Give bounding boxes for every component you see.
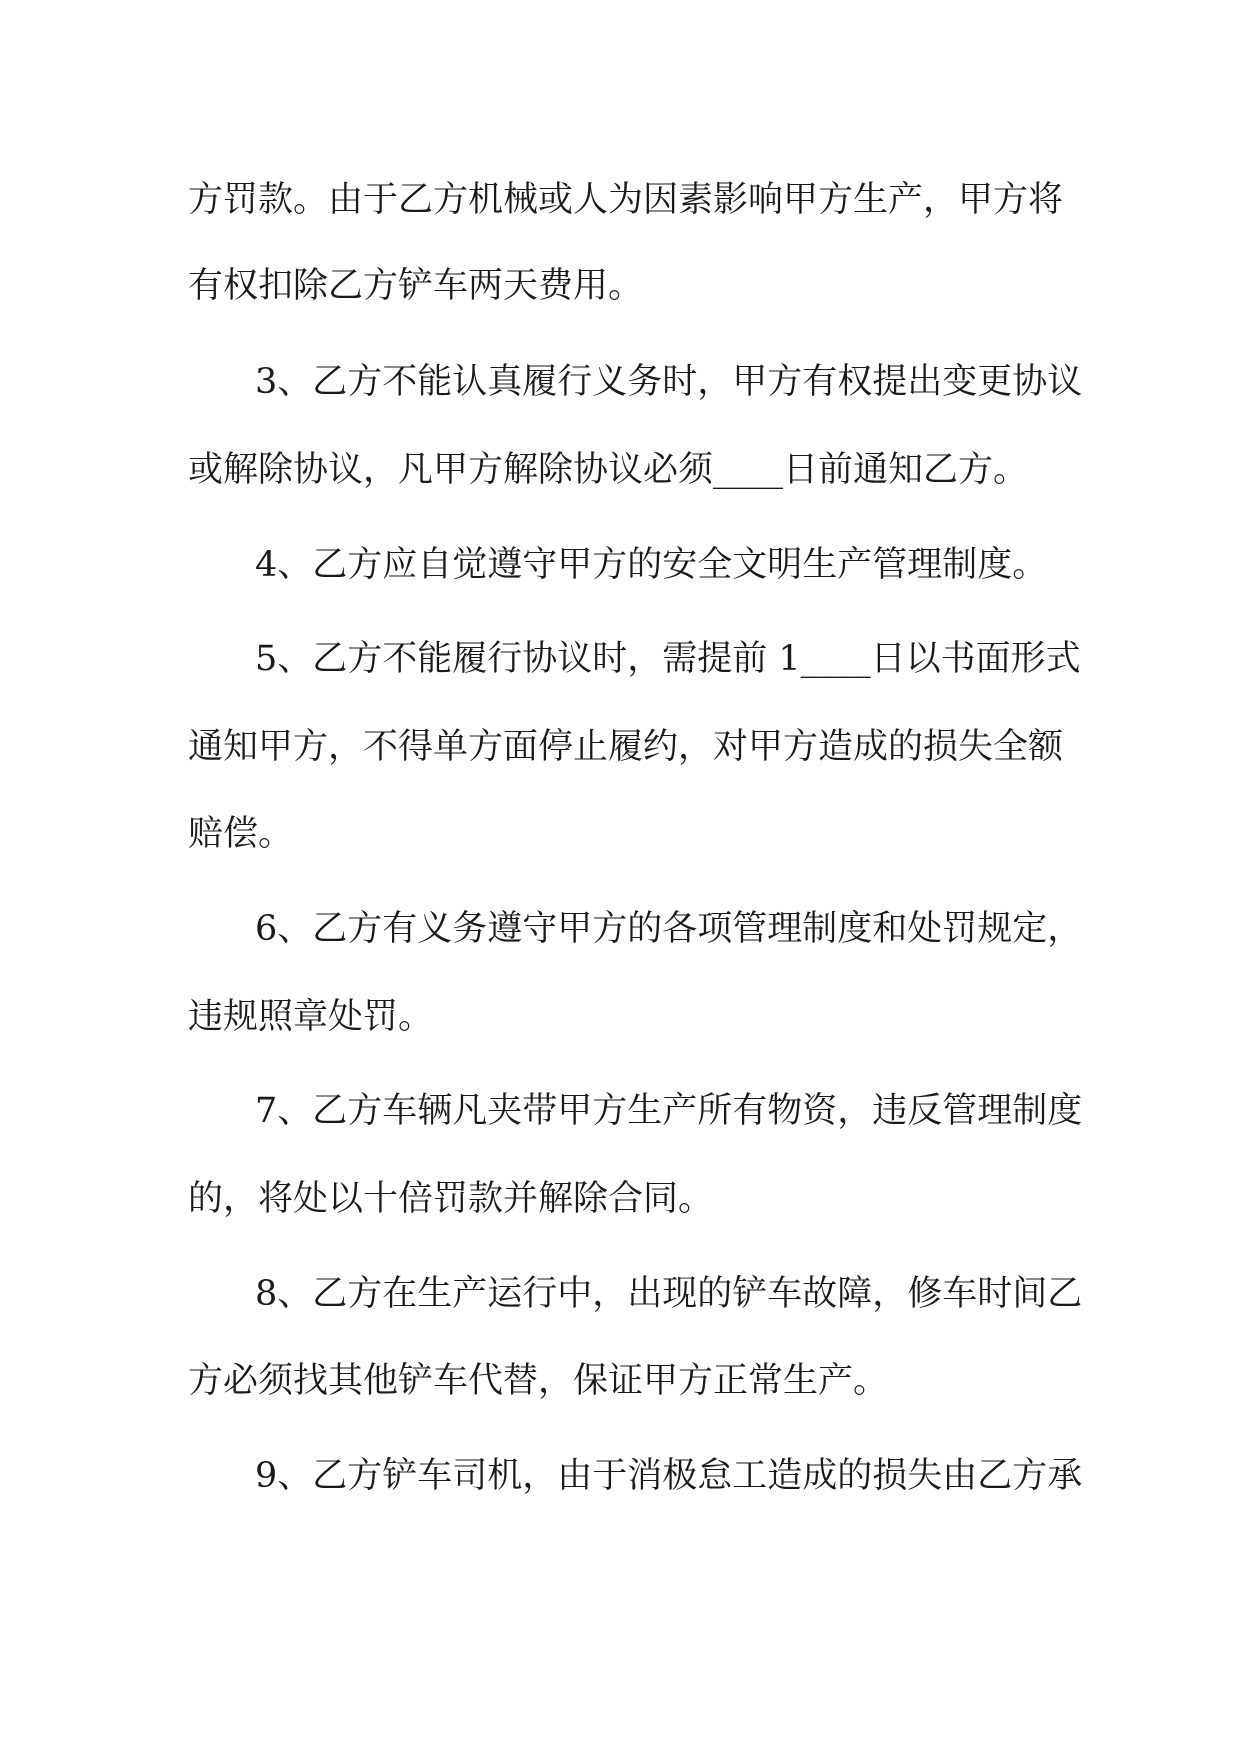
clause-4-line: 4、乙方应自觉遵守甲方的安全文明生产管理制度。 bbox=[255, 545, 1048, 585]
text-line: 赔偿。 bbox=[188, 814, 294, 854]
text-line: 通知甲方，不得单方面停止履约，对甲方造成的损失全额 bbox=[188, 727, 1064, 767]
text-line: 的，将处以十倍罚款并解除合同。 bbox=[188, 1179, 714, 1219]
clause-5-line: 5、乙方不能履行协议时，需提前 1____日以书面形式 bbox=[255, 639, 1081, 679]
clause-6-line: 6、乙方有义务遵守甲方的各项管理制度和处罚规定， bbox=[255, 909, 1083, 949]
text-line: 方罚款。由于乙方机械或人为因素影响甲方生产，甲方将 bbox=[188, 180, 1064, 220]
text-line: 违规照章处罚。 bbox=[188, 997, 434, 1037]
text-line: 或解除协议，凡甲方解除协议必须____日前通知乙方。 bbox=[188, 450, 1029, 490]
text-line: 方必须找其他铲车代替，保证甲方正常生产。 bbox=[188, 1361, 889, 1401]
clause-3-line: 3、乙方不能认真履行义务时，甲方有权提出变更协议 bbox=[255, 362, 1083, 402]
text-line: 有权扣除乙方铲车两天费用。 bbox=[188, 266, 644, 306]
clause-9-line: 9、乙方铲车司机，由于消极怠工造成的损失由乙方承 bbox=[255, 1456, 1083, 1496]
clause-8-line: 8、乙方在生产运行中，出现的铲车故障，修车时间乙 bbox=[255, 1274, 1083, 1314]
clause-7-line: 7、乙方车辆凡夹带甲方生产所有物资，违反管理制度 bbox=[255, 1091, 1083, 1131]
